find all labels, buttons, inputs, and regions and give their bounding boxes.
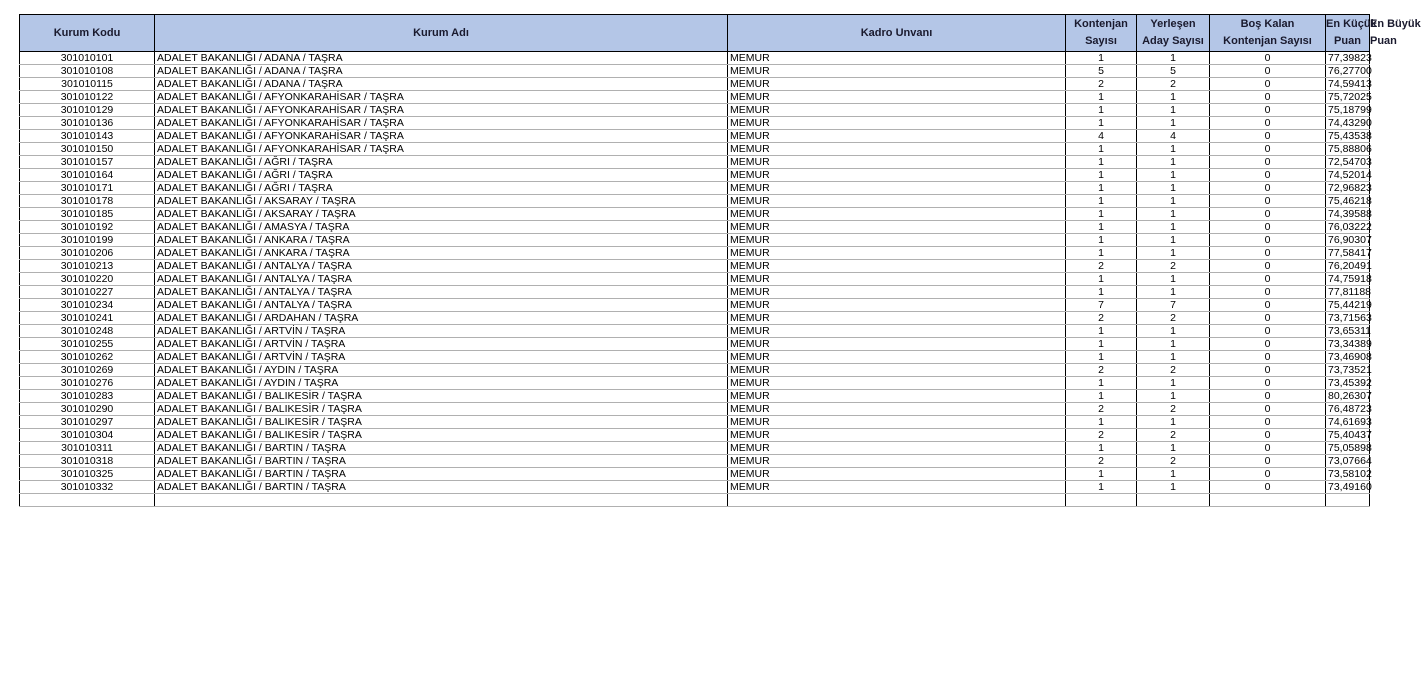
cell-kurum-kodu[interactable]: 301010206 (20, 247, 155, 260)
cell-kadro-unvani[interactable]: MEMUR (728, 481, 1066, 494)
cell-kurum-adi[interactable]: ADALET BAKANLIĞI / ARTVİN / TAŞRA (155, 351, 728, 364)
cell-kurum-kodu[interactable]: 301010143 (20, 130, 155, 143)
cell-kurum-adi[interactable]: ADALET BAKANLIĞI / ANTALYA / TAŞRA (155, 286, 728, 299)
cell-kurum-kodu[interactable]: 301010318 (20, 455, 155, 468)
cell-bos-kalan-kontenjan[interactable]: 0 (1210, 481, 1326, 494)
cell-kadro-unvani[interactable]: MEMUR (728, 455, 1066, 468)
cell-kurum-adi[interactable]: ADALET BAKANLIĞI / BALIKESİR / TAŞRA (155, 390, 728, 403)
cell-kadro-unvani[interactable]: MEMUR (728, 247, 1066, 260)
cell-yerlesen-aday-sayisi[interactable]: 4 (1137, 130, 1210, 143)
cell-kadro-unvani[interactable]: MEMUR (728, 65, 1066, 78)
cell-en-kucuk-puan[interactable]: 76,48723 (1326, 403, 1370, 416)
cell-kurum-kodu[interactable]: 301010164 (20, 169, 155, 182)
cell-bos-kalan-kontenjan[interactable]: 0 (1210, 455, 1326, 468)
cell-empty[interactable] (1066, 494, 1137, 507)
cell-kontenjan-sayisi[interactable]: 2 (1066, 429, 1137, 442)
cell-kadro-unvani[interactable]: MEMUR (728, 429, 1066, 442)
cell-kurum-adi[interactable]: ADALET BAKANLIĞI / AFYONKARAHİSAR / TAŞRA (155, 130, 728, 143)
header-kurum-adi[interactable]: Kurum Adı (155, 15, 728, 52)
table-row (20, 364, 1370, 377)
cell-kontenjan-sayisi[interactable]: 1 (1066, 416, 1137, 429)
cell-en-kucuk-puan[interactable]: 74,43290 (1326, 117, 1370, 130)
cell-kurum-adi[interactable]: ADALET BAKANLIĞI / BALIKESİR / TAŞRA (155, 416, 728, 429)
table-row (20, 351, 1370, 364)
cell-en-kucuk-puan[interactable]: 75,18799 (1326, 104, 1370, 117)
cell-bos-kalan-kontenjan[interactable]: 0 (1210, 442, 1326, 455)
cell-kurum-adi[interactable]: ADALET BAKANLIĞI / BARTIN / TAŞRA (155, 468, 728, 481)
cell-kurum-kodu[interactable]: 301010255 (20, 338, 155, 351)
cell-en-kucuk-puan[interactable]: 75,88806 (1326, 143, 1370, 156)
cell-kurum-adi[interactable]: ADALET BAKANLIĞI / AFYONKARAHİSAR / TAŞRA (155, 117, 728, 130)
cell-yerlesen-aday-sayisi[interactable]: 1 (1137, 416, 1210, 429)
cell-en-kucuk-puan[interactable]: 76,20491 (1326, 260, 1370, 273)
cell-kontenjan-sayisi[interactable]: 1 (1066, 390, 1137, 403)
table-row (20, 143, 1370, 156)
table-row (20, 403, 1370, 416)
table-row (20, 156, 1370, 169)
cell-yerlesen-aday-sayisi[interactable]: 1 (1137, 325, 1210, 338)
table-row (20, 169, 1370, 182)
cell-en-kucuk-puan[interactable]: 74,52014 (1326, 169, 1370, 182)
cell-kadro-unvani[interactable]: MEMUR (728, 195, 1066, 208)
cell-kurum-adi[interactable]: ADALET BAKANLIĞI / AĞRI / TAŞRA (155, 156, 728, 169)
table-row (20, 221, 1370, 234)
cell-kurum-kodu[interactable]: 301010227 (20, 286, 155, 299)
table-row (20, 312, 1370, 325)
cell-kontenjan-sayisi[interactable]: 1 (1066, 156, 1137, 169)
cell-kurum-kodu[interactable]: 301010283 (20, 390, 155, 403)
table-row (20, 104, 1370, 117)
cell-yerlesen-aday-sayisi[interactable]: 2 (1137, 455, 1210, 468)
cell-en-kucuk-puan[interactable]: 73,58102 (1326, 468, 1370, 481)
cell-kontenjan-sayisi[interactable]: 2 (1066, 455, 1137, 468)
cell-bos-kalan-kontenjan[interactable]: 0 (1210, 247, 1326, 260)
cell-bos-kalan-kontenjan[interactable]: 0 (1210, 169, 1326, 182)
cell-kontenjan-sayisi[interactable]: 1 (1066, 221, 1137, 234)
table-row (20, 65, 1370, 78)
cell-en-kucuk-puan[interactable]: 76,03222 (1326, 221, 1370, 234)
cell-en-kucuk-puan[interactable]: 72,54703 (1326, 156, 1370, 169)
cell-yerlesen-aday-sayisi[interactable]: 2 (1137, 429, 1210, 442)
cell-kontenjan-sayisi[interactable]: 1 (1066, 182, 1137, 195)
header-en-kucuk-line2: Puan (1334, 35, 1361, 47)
table-row (20, 234, 1370, 247)
table-row (20, 429, 1370, 442)
cell-kurum-kodu[interactable]: 301010311 (20, 442, 155, 455)
cell-yerlesen-aday-sayisi[interactable]: 1 (1137, 481, 1210, 494)
table-row (20, 325, 1370, 338)
cell-yerlesen-aday-sayisi[interactable]: 1 (1137, 234, 1210, 247)
table-row (20, 442, 1370, 455)
cell-kontenjan-sayisi[interactable]: 1 (1066, 273, 1137, 286)
cell-yerlesen-aday-sayisi[interactable]: 1 (1137, 208, 1210, 221)
cell-kadro-unvani[interactable]: MEMUR (728, 117, 1066, 130)
cell-kurum-adi[interactable]: ADALET BAKANLIĞI / BARTIN / TAŞRA (155, 481, 728, 494)
cell-en-kucuk-puan[interactable]: 76,27700 (1326, 65, 1370, 78)
cell-kadro-unvani[interactable]: MEMUR (728, 442, 1066, 455)
cell-yerlesen-aday-sayisi[interactable]: 1 (1137, 169, 1210, 182)
table-row (20, 416, 1370, 429)
cell-kurum-adi[interactable]: ADALET BAKANLIĞI / ADANA / TAŞRA (155, 65, 728, 78)
table-row (20, 182, 1370, 195)
cell-yerlesen-aday-sayisi[interactable]: 2 (1137, 312, 1210, 325)
cell-yerlesen-aday-sayisi[interactable]: 7 (1137, 299, 1210, 312)
cell-bos-kalan-kontenjan[interactable]: 0 (1210, 429, 1326, 442)
cell-kurum-kodu[interactable]: 301010220 (20, 273, 155, 286)
cell-kurum-kodu[interactable]: 301010234 (20, 299, 155, 312)
cell-en-kucuk-puan[interactable]: 75,44219 (1326, 299, 1370, 312)
cell-kurum-adi[interactable]: ADALET BAKANLIĞI / BARTIN / TAŞRA (155, 442, 728, 455)
cell-kurum-kodu[interactable]: 301010199 (20, 234, 155, 247)
cell-kurum-kodu[interactable]: 301010136 (20, 117, 155, 130)
header-kontenjan-line2: Sayısı (1085, 35, 1117, 47)
cell-kurum-adi[interactable]: ADALET BAKANLIĞI / AFYONKARAHİSAR / TAŞRA (155, 91, 728, 104)
cell-kurum-kodu[interactable]: 301010262 (20, 351, 155, 364)
cell-en-kucuk-puan[interactable]: 80,26307 (1326, 390, 1370, 403)
table-row (20, 455, 1370, 468)
cell-kurum-adi[interactable]: ADALET BAKANLIĞI / ADANA / TAŞRA (155, 78, 728, 91)
cell-yerlesen-aday-sayisi[interactable]: 1 (1137, 221, 1210, 234)
cell-en-kucuk-puan[interactable]: 73,45392 (1326, 377, 1370, 390)
cell-empty[interactable] (1210, 494, 1326, 507)
cell-kurum-adi[interactable]: ADALET BAKANLIĞI / ARDAHAN / TAŞRA (155, 312, 728, 325)
cell-kontenjan-sayisi[interactable]: 1 (1066, 481, 1137, 494)
cell-bos-kalan-kontenjan[interactable]: 0 (1210, 364, 1326, 377)
cell-bos-kalan-kontenjan[interactable]: 0 (1210, 234, 1326, 247)
cell-bos-kalan-kontenjan[interactable]: 0 (1210, 182, 1326, 195)
table-row (20, 247, 1370, 260)
cell-yerlesen-aday-sayisi[interactable]: 1 (1137, 143, 1210, 156)
cell-yerlesen-aday-sayisi[interactable]: 2 (1137, 364, 1210, 377)
cell-kontenjan-sayisi[interactable]: 1 (1066, 195, 1137, 208)
cell-kontenjan-sayisi[interactable]: 2 (1066, 78, 1137, 91)
cell-kurum-kodu[interactable]: 301010248 (20, 325, 155, 338)
cell-kontenjan-sayisi[interactable]: 2 (1066, 260, 1137, 273)
cell-kontenjan-sayisi[interactable]: 1 (1066, 104, 1137, 117)
cell-kontenjan-sayisi[interactable]: 1 (1066, 468, 1137, 481)
cell-en-kucuk-puan[interactable]: 73,71563 (1326, 312, 1370, 325)
cell-en-kucuk-puan[interactable]: 75,05898 (1326, 442, 1370, 455)
cell-kurum-kodu[interactable]: 301010192 (20, 221, 155, 234)
cell-bos-kalan-kontenjan[interactable]: 0 (1210, 78, 1326, 91)
table-row (20, 260, 1370, 273)
cell-kurum-adi[interactable]: ADALET BAKANLIĞI / ANTALYA / TAŞRA (155, 273, 728, 286)
cell-kontenjan-sayisi[interactable]: 5 (1066, 65, 1137, 78)
cell-yerlesen-aday-sayisi[interactable]: 1 (1137, 377, 1210, 390)
cell-en-kucuk-puan[interactable]: 75,46218 (1326, 195, 1370, 208)
table-row (20, 481, 1370, 494)
cell-kadro-unvani[interactable]: MEMUR (728, 234, 1066, 247)
cell-kontenjan-sayisi[interactable]: 2 (1066, 364, 1137, 377)
cell-bos-kalan-kontenjan[interactable]: 0 (1210, 390, 1326, 403)
cell-kontenjan-sayisi[interactable]: 1 (1066, 143, 1137, 156)
cell-kadro-unvani[interactable]: MEMUR (728, 299, 1066, 312)
cell-kurum-adi[interactable]: ADALET BAKANLIĞI / ANKARA / TAŞRA (155, 234, 728, 247)
cell-bos-kalan-kontenjan[interactable]: 0 (1210, 156, 1326, 169)
cell-bos-kalan-kontenjan[interactable]: 0 (1210, 221, 1326, 234)
cell-kurum-adi[interactable]: ADALET BAKANLIĞI / AĞRI / TAŞRA (155, 182, 728, 195)
cell-kontenjan-sayisi[interactable]: 1 (1066, 247, 1137, 260)
cell-en-kucuk-puan[interactable]: 77,81188 (1326, 286, 1370, 299)
cell-en-kucuk-puan[interactable]: 72,96823 (1326, 182, 1370, 195)
cell-kurum-kodu[interactable]: 301010185 (20, 208, 155, 221)
cell-kontenjan-sayisi[interactable]: 7 (1066, 299, 1137, 312)
cell-bos-kalan-kontenjan[interactable]: 0 (1210, 416, 1326, 429)
cell-bos-kalan-kontenjan[interactable]: 0 (1210, 338, 1326, 351)
cell-bos-kalan-kontenjan[interactable]: 0 (1210, 377, 1326, 390)
cell-kurum-adi[interactable]: ADALET BAKANLIĞI / ADANA / TAŞRA (155, 52, 728, 65)
cell-kadro-unvani[interactable]: MEMUR (728, 143, 1066, 156)
cell-empty[interactable] (728, 494, 1066, 507)
cell-yerlesen-aday-sayisi[interactable]: 1 (1137, 156, 1210, 169)
cell-bos-kalan-kontenjan[interactable]: 0 (1210, 260, 1326, 273)
cell-en-kucuk-puan[interactable]: 74,75918 (1326, 273, 1370, 286)
cell-kadro-unvani[interactable]: MEMUR (728, 130, 1066, 143)
table-row-partial (20, 494, 1370, 507)
table-row (20, 390, 1370, 403)
cell-kontenjan-sayisi[interactable]: 1 (1066, 377, 1137, 390)
cell-kurum-kodu[interactable]: 301010241 (20, 312, 155, 325)
header-row: Kurum Kodu Kurum Adı Kadro Unvanı Kontenjan Sayısı Yerleşen Aday Sayısı Boş Kalan Kontenjan Sayısı En Küçük Puan En Büyük Puan (20, 15, 1370, 52)
cell-bos-kalan-kontenjan[interactable]: 0 (1210, 312, 1326, 325)
placement-results-table (19, 14, 1421, 507)
cell-kadro-unvani[interactable]: MEMUR (728, 416, 1066, 429)
cell-kontenjan-sayisi[interactable]: 1 (1066, 325, 1137, 338)
cell-empty[interactable] (155, 494, 728, 507)
cell-bos-kalan-kontenjan[interactable]: 0 (1210, 208, 1326, 221)
cell-kontenjan-sayisi[interactable]: 1 (1066, 91, 1137, 104)
cell-kurum-adi[interactable]: ADALET BAKANLIĞI / AKSARAY / TAŞRA (155, 195, 728, 208)
cell-yerlesen-aday-sayisi[interactable]: 2 (1137, 403, 1210, 416)
cell-en-kucuk-puan[interactable]: 73,07664 (1326, 455, 1370, 468)
cell-yerlesen-aday-sayisi[interactable]: 1 (1137, 286, 1210, 299)
table-body (20, 52, 1370, 507)
table-row (20, 130, 1370, 143)
cell-kadro-unvani[interactable]: MEMUR (728, 91, 1066, 104)
table-row (20, 52, 1370, 65)
cell-kurum-adi[interactable]: ADALET BAKANLIĞI / ARTVİN / TAŞRA (155, 325, 728, 338)
cell-yerlesen-aday-sayisi[interactable]: 1 (1137, 468, 1210, 481)
cell-kadro-unvani[interactable]: MEMUR (728, 312, 1066, 325)
cell-kontenjan-sayisi[interactable]: 1 (1066, 208, 1137, 221)
cell-kurum-kodu[interactable]: 301010304 (20, 429, 155, 442)
cell-kontenjan-sayisi[interactable]: 1 (1066, 351, 1137, 364)
cell-kontenjan-sayisi[interactable]: 1 (1066, 234, 1137, 247)
cell-kurum-adi[interactable]: ADALET BAKANLIĞI / AMASYA / TAŞRA (155, 221, 728, 234)
cell-yerlesen-aday-sayisi[interactable]: 2 (1137, 260, 1210, 273)
cell-yerlesen-aday-sayisi[interactable]: 1 (1137, 390, 1210, 403)
cell-kurum-adi[interactable]: ADALET BAKANLIĞI / AKSARAY / TAŞRA (155, 208, 728, 221)
cell-kurum-kodu[interactable]: 301010101 (20, 52, 155, 65)
cell-yerlesen-aday-sayisi[interactable]: 1 (1137, 182, 1210, 195)
cell-en-kucuk-puan[interactable]: 73,65311 (1326, 325, 1370, 338)
cell-kontenjan-sayisi[interactable]: 2 (1066, 312, 1137, 325)
cell-kurum-kodu[interactable]: 301010178 (20, 195, 155, 208)
cell-en-kucuk-puan[interactable]: 74,59413 (1326, 78, 1370, 91)
cell-en-kucuk-puan[interactable]: 75,40437 (1326, 429, 1370, 442)
header-kontenjan-line1: Kontenjan (1074, 18, 1128, 30)
header-kadro-unvani[interactable]: Kadro Unvanı (728, 15, 1066, 52)
cell-en-kucuk-puan[interactable]: 74,39588 (1326, 208, 1370, 221)
cell-en-kucuk-puan[interactable]: 73,73521 (1326, 364, 1370, 377)
cell-kadro-unvani[interactable]: MEMUR (728, 260, 1066, 273)
cell-kurum-adi[interactable]: ADALET BAKANLIĞI / ANTALYA / TAŞRA (155, 260, 728, 273)
cell-bos-kalan-kontenjan[interactable]: 0 (1210, 325, 1326, 338)
cell-yerlesen-aday-sayisi[interactable]: 1 (1137, 195, 1210, 208)
cell-kadro-unvani[interactable]: MEMUR (728, 403, 1066, 416)
cell-en-kucuk-puan[interactable]: 73,49160 (1326, 481, 1370, 494)
cell-empty[interactable] (20, 494, 155, 507)
cell-kadro-unvani[interactable]: MEMUR (728, 377, 1066, 390)
cell-kadro-unvani[interactable]: MEMUR (728, 156, 1066, 169)
table-row (20, 78, 1370, 91)
cell-yerlesen-aday-sayisi[interactable]: 1 (1137, 117, 1210, 130)
cell-bos-kalan-kontenjan[interactable]: 0 (1210, 52, 1326, 65)
table-row (20, 299, 1370, 312)
cell-en-kucuk-puan[interactable]: 75,72025 (1326, 91, 1370, 104)
cell-yerlesen-aday-sayisi[interactable]: 1 (1137, 273, 1210, 286)
cell-kurum-adi[interactable]: ADALET BAKANLIĞI / ANKARA / TAŞRA (155, 247, 728, 260)
cell-kontenjan-sayisi[interactable]: 1 (1066, 117, 1137, 130)
cell-kadro-unvani[interactable]: MEMUR (728, 338, 1066, 351)
cell-kurum-kodu[interactable]: 301010290 (20, 403, 155, 416)
cell-kadro-unvani[interactable]: MEMUR (728, 104, 1066, 117)
cell-kontenjan-sayisi[interactable]: 1 (1066, 442, 1137, 455)
cell-kurum-kodu[interactable]: 301010108 (20, 65, 155, 78)
cell-kurum-kodu[interactable]: 301010171 (20, 182, 155, 195)
cell-en-kucuk-puan[interactable]: 75,43538 (1326, 130, 1370, 143)
cell-kadro-unvani[interactable]: MEMUR (728, 364, 1066, 377)
table-row (20, 286, 1370, 299)
cell-bos-kalan-kontenjan[interactable]: 0 (1210, 195, 1326, 208)
cell-kontenjan-sayisi[interactable]: 1 (1066, 52, 1137, 65)
cell-bos-kalan-kontenjan[interactable]: 0 (1210, 299, 1326, 312)
spreadsheet (19, 14, 1421, 684)
cell-en-kucuk-puan[interactable]: 73,46908 (1326, 351, 1370, 364)
cell-kadro-unvani[interactable]: MEMUR (728, 182, 1066, 195)
table-row (20, 377, 1370, 390)
cell-yerlesen-aday-sayisi[interactable]: 1 (1137, 104, 1210, 117)
cell-kadro-unvani[interactable]: MEMUR (728, 78, 1066, 91)
cell-kurum-kodu[interactable]: 301010150 (20, 143, 155, 156)
cell-kadro-unvani[interactable]: MEMUR (728, 169, 1066, 182)
cell-bos-kalan-kontenjan[interactable]: 0 (1210, 91, 1326, 104)
cell-en-kucuk-puan[interactable]: 76,90307 (1326, 234, 1370, 247)
cell-kadro-unvani[interactable]: MEMUR (728, 208, 1066, 221)
cell-bos-kalan-kontenjan[interactable]: 0 (1210, 130, 1326, 143)
header-bos-kalan-line1: Boş Kalan (1240, 18, 1295, 30)
header-yerlesen-line1: Yerleşen (1150, 18, 1196, 30)
header-kontenjan-sayisi[interactable] (1066, 15, 1137, 52)
cell-kurum-adi[interactable]: ADALET BAKANLIĞI / ARTVİN / TAŞRA (155, 338, 728, 351)
cell-kadro-unvani[interactable]: MEMUR (728, 351, 1066, 364)
cell-kurum-kodu[interactable]: 301010157 (20, 156, 155, 169)
cell-kurum-adi[interactable]: ADALET BAKANLIĞI / AFYONKARAHİSAR / TAŞRA (155, 104, 728, 117)
cell-empty[interactable] (1137, 494, 1210, 507)
cell-kurum-kodu[interactable]: 301010213 (20, 260, 155, 273)
cell-en-kucuk-puan[interactable]: 77,58417 (1326, 247, 1370, 260)
table-row (20, 91, 1370, 104)
cell-kadro-unvani[interactable]: MEMUR (728, 52, 1066, 65)
cell-kurum-kodu[interactable]: 301010269 (20, 364, 155, 377)
cell-kurum-adi[interactable]: ADALET BAKANLIĞI / BALIKESİR / TAŞRA (155, 403, 728, 416)
cell-kurum-kodu[interactable]: 301010276 (20, 377, 155, 390)
cell-yerlesen-aday-sayisi[interactable]: 2 (1137, 78, 1210, 91)
cell-bos-kalan-kontenjan[interactable]: 0 (1210, 104, 1326, 117)
cell-kurum-adi[interactable]: ADALET BAKANLIĞI / AYDIN / TAŞRA (155, 377, 728, 390)
cell-bos-kalan-kontenjan[interactable]: 0 (1210, 117, 1326, 130)
cell-bos-kalan-kontenjan[interactable]: 0 (1210, 468, 1326, 481)
cell-kadro-unvani[interactable]: MEMUR (728, 221, 1066, 234)
cell-yerlesen-aday-sayisi[interactable]: 1 (1137, 338, 1210, 351)
cell-kadro-unvani[interactable]: MEMUR (728, 325, 1066, 338)
cell-en-kucuk-puan[interactable]: 77,39823 (1326, 52, 1370, 65)
cell-kurum-kodu[interactable]: 301010122 (20, 91, 155, 104)
cell-kurum-kodu[interactable]: 301010129 (20, 104, 155, 117)
cell-kurum-adi[interactable]: ADALET BAKANLIĞI / BALIKESİR / TAŞRA (155, 429, 728, 442)
cell-kurum-adi[interactable]: ADALET BAKANLIĞI / AĞRI / TAŞRA (155, 169, 728, 182)
cell-bos-kalan-kontenjan[interactable]: 0 (1210, 286, 1326, 299)
table-row (20, 117, 1370, 130)
cell-kadro-unvani[interactable]: MEMUR (728, 273, 1066, 286)
cell-empty[interactable] (1326, 494, 1370, 507)
table-row (20, 208, 1370, 221)
cell-kurum-adi[interactable]: ADALET BAKANLIĞI / AFYONKARAHİSAR / TAŞRA (155, 143, 728, 156)
header-yerlesen-aday-sayisi[interactable] (1137, 15, 1210, 52)
cell-kurum-kodu[interactable]: 301010297 (20, 416, 155, 429)
header-en-kucuk-puan[interactable] (1326, 15, 1377, 52)
table-row (20, 468, 1370, 481)
cell-kontenjan-sayisi[interactable]: 1 (1066, 169, 1137, 182)
cell-kurum-kodu[interactable]: 301010115 (20, 78, 155, 91)
header-en-kucuk-line1: En Küçük (1326, 18, 1377, 30)
cell-kurum-adi[interactable]: ADALET BAKANLIĞI / BARTIN / TAŞRA (155, 455, 728, 468)
cell-kontenjan-sayisi[interactable]: 2 (1066, 403, 1137, 416)
cell-bos-kalan-kontenjan[interactable]: 0 (1210, 351, 1326, 364)
cell-bos-kalan-kontenjan[interactable]: 0 (1210, 65, 1326, 78)
cell-yerlesen-aday-sayisi[interactable]: 1 (1137, 351, 1210, 364)
cell-kadro-unvani[interactable]: MEMUR (728, 286, 1066, 299)
cell-kontenjan-sayisi[interactable]: 1 (1066, 338, 1137, 351)
cell-kurum-kodu[interactable]: 301010332 (20, 481, 155, 494)
cell-yerlesen-aday-sayisi[interactable]: 1 (1137, 52, 1210, 65)
table-row (20, 273, 1370, 286)
cell-kadro-unvani[interactable]: MEMUR (728, 468, 1066, 481)
cell-kurum-adi[interactable]: ADALET BAKANLIĞI / ANTALYA / TAŞRA (155, 299, 728, 312)
cell-yerlesen-aday-sayisi[interactable]: 5 (1137, 65, 1210, 78)
cell-yerlesen-aday-sayisi[interactable]: 1 (1137, 442, 1210, 455)
cell-en-kucuk-puan[interactable]: 73,34389 (1326, 338, 1370, 351)
cell-kurum-kodu[interactable]: 301010325 (20, 468, 155, 481)
header-bos-kalan-line2: Kontenjan Sayısı (1223, 35, 1312, 47)
table-row (20, 338, 1370, 351)
cell-kontenjan-sayisi[interactable]: 4 (1066, 130, 1137, 143)
cell-yerlesen-aday-sayisi[interactable]: 1 (1137, 91, 1210, 104)
cell-bos-kalan-kontenjan[interactable]: 0 (1210, 143, 1326, 156)
cell-kurum-adi[interactable]: ADALET BAKANLIĞI / AYDIN / TAŞRA (155, 364, 728, 377)
cell-kontenjan-sayisi[interactable]: 1 (1066, 286, 1137, 299)
cell-en-kucuk-puan[interactable]: 74,61693 (1326, 416, 1370, 429)
cell-bos-kalan-kontenjan[interactable]: 0 (1210, 273, 1326, 286)
cell-kadro-unvani[interactable]: MEMUR (728, 390, 1066, 403)
cell-yerlesen-aday-sayisi[interactable]: 1 (1137, 247, 1210, 260)
cell-bos-kalan-kontenjan[interactable]: 0 (1210, 403, 1326, 416)
table-row (20, 195, 1370, 208)
header-kurum-kodu[interactable]: Kurum Kodu (20, 15, 155, 52)
header-yerlesen-line2: Aday Sayısı (1142, 35, 1204, 47)
header-bos-kalan-kontenjan[interactable] (1210, 15, 1326, 52)
